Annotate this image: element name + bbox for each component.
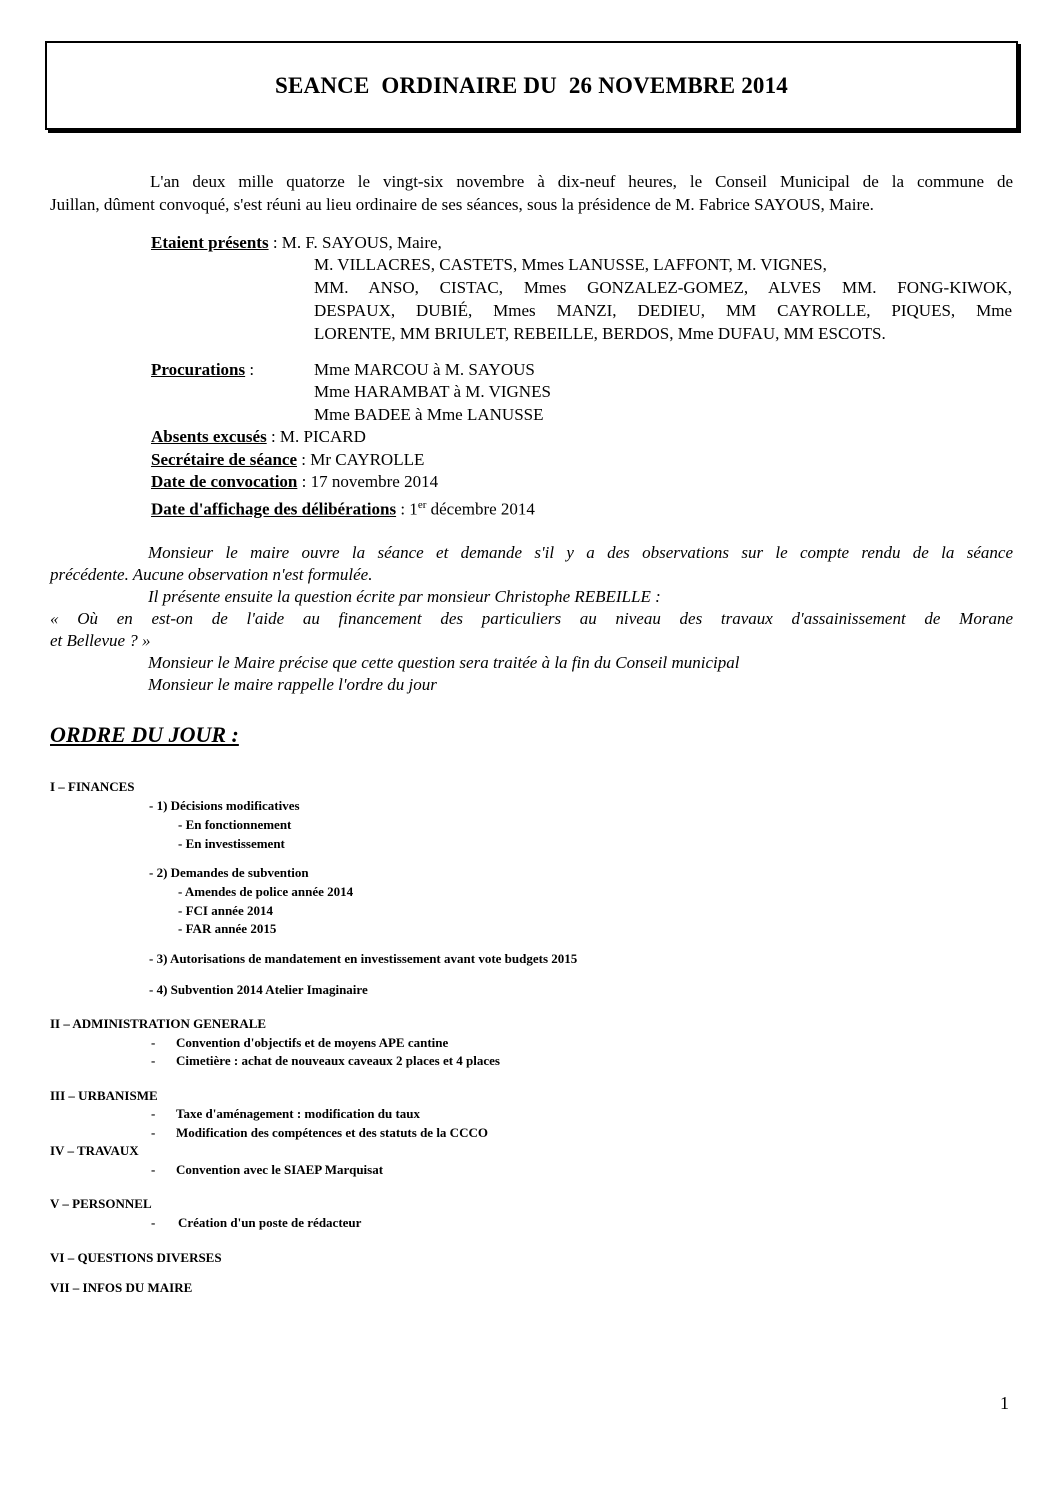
procurations-sep: : xyxy=(245,360,255,379)
page-number: 1 xyxy=(1000,1393,1009,1413)
affichage-label: Date d'affichage des délibérations xyxy=(151,499,397,519)
narrative-p2: Il présente ensuite la question écrite par monsieur Christophe REBEILLE : xyxy=(148,587,661,606)
presents-line: DESPAUX, DUBIÉ, Mmes MANZI, DEDIEU, MM CAYROLLE, PIQUES, Mme xyxy=(314,301,1012,320)
presents-label: Etaient présents xyxy=(151,233,269,252)
page-title: SEANCE ORDINAIRE DU 26 NOVEMBRE 2014 xyxy=(274,72,788,98)
ordre-du-jour-heading: ORDRE DU JOUR : xyxy=(50,722,239,747)
secretaire-label: Secrétaire de séance xyxy=(151,450,298,469)
agenda-item: Cimetière : achat de nouveaux caveaux 2 places et 4 places xyxy=(176,1053,500,1068)
narrative-p1b: précédente. Aucune observation n'est formulée. xyxy=(50,565,373,584)
agenda-section: IV – TRAVAUX xyxy=(50,1143,139,1158)
agenda-section: V – PERSONNEL xyxy=(50,1196,152,1211)
procuration-line: Mme MARCOU à M. SAYOUS xyxy=(314,360,535,379)
agenda-subitem: - FCI année 2014 xyxy=(178,903,273,918)
agenda-dash: - xyxy=(151,1215,156,1230)
presents-line: MM. ANSO, CISTAC, Mmes GONZALEZ-GOMEZ, ALVES MM. FONG-KIWOK, xyxy=(314,278,1012,297)
narrative-p1a: Monsieur le maire ouvre la séance et demande s'il y a des observations sur le compte rendu de la séance xyxy=(148,543,1013,562)
convocation-row xyxy=(151,471,438,493)
agenda-subitem: - FAR année 2015 xyxy=(178,921,277,936)
agenda-item: - 3) Autorisations de mandatement en investissement avant vote budgets 2015 xyxy=(149,951,578,966)
intro-line-1: L'an deux mille quatorze le vingt-six novembre à dix-neuf heures, le Conseil Municipal de la commune de xyxy=(150,172,1013,191)
agenda-item: Création d'un poste de rédacteur xyxy=(178,1215,362,1230)
agenda-subitem: - En investissement xyxy=(178,836,285,851)
absents-row xyxy=(151,426,366,448)
procurations-label: Procurations xyxy=(151,360,246,379)
procuration-line: Mme HARAMBAT à M. VIGNES xyxy=(314,382,551,401)
convocation-value: : 17 novembre 2014 xyxy=(297,472,439,491)
agenda-subitem: - Amendes de police année 2014 xyxy=(178,884,354,899)
absents-label: Absents excusés xyxy=(151,427,267,446)
affichage-value-post: décembre 2014 xyxy=(426,499,535,519)
agenda-item: Convention d'objectifs et de moyens APE cantine xyxy=(176,1035,449,1050)
presents-line: LORENTE, MM BRIULET, REBEILLE, BERDOS, Mme DUFAU, MM ESCOTS. xyxy=(314,324,886,343)
agenda-item: Taxe d'aménagement : modification du taux xyxy=(176,1106,420,1121)
narrative xyxy=(50,542,1013,696)
agenda-item: - 4) Subvention 2014 Atelier Imaginaire xyxy=(149,982,368,997)
agenda-subitem: - En fonctionnement xyxy=(178,817,292,832)
narrative-p4: Monsieur le Maire précise que cette question sera traitée à la fin du Conseil municipal xyxy=(148,653,740,672)
agenda-item: Modification des compétences et des statuts de la CCCO xyxy=(176,1125,488,1140)
agenda-dash: - xyxy=(151,1125,156,1140)
agenda-section: I – FINANCES xyxy=(50,779,135,794)
affichage-value-pre: : 1 xyxy=(396,499,418,519)
secretaire-row xyxy=(151,449,424,471)
agenda-section: III – URBANISME xyxy=(50,1088,158,1103)
agenda-section: VII – INFOS DU MAIRE xyxy=(50,1280,193,1295)
agenda-section: VI – QUESTIONS DIVERSES xyxy=(50,1250,222,1265)
agenda-dash: - xyxy=(151,1035,156,1050)
agenda-item: - 2) Demandes de subvention xyxy=(149,865,309,880)
affichage-row xyxy=(151,494,535,521)
presents-first: : M. F. SAYOUS, Maire, xyxy=(268,233,442,252)
intro-line-2: Juillan, dûment convoqué, s'est réuni au lieu ordinaire de ses séances, sous la présidence de M. Fabrice SAYOUS, Maire. xyxy=(50,195,874,214)
agenda-section: II – ADMINISTRATION GENERALE xyxy=(50,1016,267,1031)
absents-value: : M. PICARD xyxy=(266,427,366,446)
agenda-dash: - xyxy=(151,1106,156,1121)
intro-paragraph xyxy=(50,170,1013,216)
affichage-sup: er xyxy=(417,499,427,511)
agenda-dash: - xyxy=(151,1053,156,1068)
presents-line: M. VILLACRES, CASTETS, Mmes LANUSSE, LAFFONT, M. VIGNES, xyxy=(314,255,827,274)
title-box xyxy=(45,41,1018,130)
narrative-p5: Monsieur le maire rappelle l'ordre du jour xyxy=(148,675,437,694)
procurations-row xyxy=(151,359,254,381)
agenda-item: - 1) Décisions modificatives xyxy=(149,798,300,813)
presents-row xyxy=(151,232,442,254)
narrative-p3b: et Bellevue ? » xyxy=(50,631,151,650)
convocation-label: Date de convocation xyxy=(151,472,298,491)
procuration-line: Mme BADEE à Mme LANUSSE xyxy=(314,405,544,424)
narrative-p3a: « Où en est-on de l'aide au financement des particuliers au niveau des travaux d'assainissement de Morane xyxy=(50,609,1013,628)
agenda-item: Convention avec le SIAEP Marquisat xyxy=(176,1162,384,1177)
secretaire-value: : Mr CAYROLLE xyxy=(297,450,425,469)
presents-list xyxy=(314,253,1012,345)
agenda-dash: - xyxy=(151,1162,156,1177)
